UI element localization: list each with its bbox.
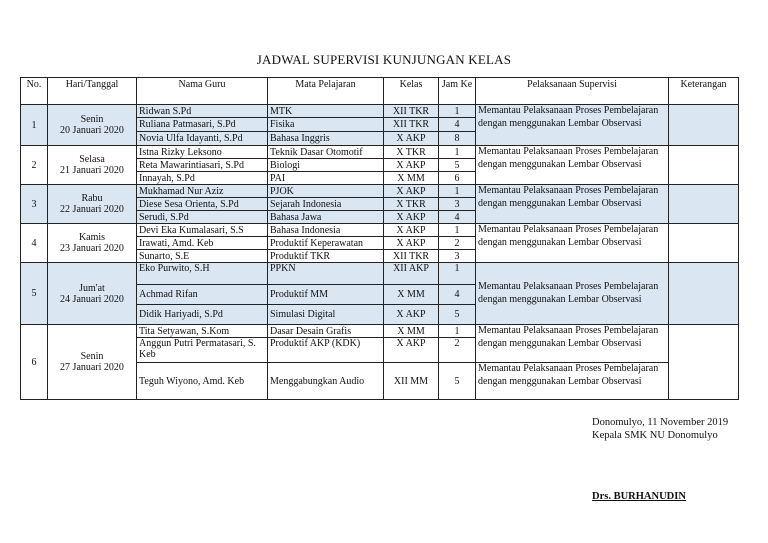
day-name: Kamis bbox=[78, 232, 106, 243]
cell-kelas: X AKP bbox=[384, 159, 439, 172]
day-date: 23 Januari 2020 bbox=[60, 243, 124, 254]
cell-pelaksanaan: Memantau Pelaksanaan Proses Pembelajaran dengan menggunakan Lembar Observasi bbox=[476, 263, 669, 325]
cell-keterangan bbox=[669, 263, 739, 325]
cell-guru: Innayah, S.Pd bbox=[137, 172, 268, 185]
cell-mapel: PAI bbox=[268, 172, 384, 185]
cell-pelaksanaan: Memantau Pelaksanaan Proses Pembelajaran dengan menggunakan Lembar Observasi bbox=[476, 105, 669, 146]
table-row bbox=[21, 185, 739, 198]
cell-kelas: X TKR bbox=[384, 146, 439, 159]
signature-block bbox=[592, 416, 728, 442]
cell-mapel: Produktif Keperawatan bbox=[268, 237, 384, 250]
cell-hari bbox=[48, 325, 137, 400]
cell-kelas: X MM bbox=[384, 325, 439, 338]
cell-mapel: Teknik Dasar Otomotif bbox=[268, 146, 384, 159]
day-date: 21 Januari 2020 bbox=[60, 165, 124, 176]
header-pelaksanaan: Pelaksanaan Supervisi bbox=[476, 78, 669, 105]
cell-mapel: Produktif TKR bbox=[268, 250, 384, 263]
cell-jam: 1 bbox=[439, 325, 476, 338]
cell-guru: Ridwan S.Pd bbox=[137, 105, 268, 118]
cell-hari bbox=[48, 105, 137, 146]
signature-position: Kepala SMK NU Donomulyo bbox=[592, 430, 718, 441]
cell-jam: 4 bbox=[439, 211, 476, 224]
cell-keterangan bbox=[669, 105, 739, 146]
cell-jam: 4 bbox=[439, 118, 476, 132]
cell-guru: Serudi, S.Pd bbox=[137, 211, 268, 224]
day-name: Selasa bbox=[79, 154, 105, 165]
cell-hari bbox=[48, 146, 137, 185]
day-name: Senin bbox=[80, 351, 104, 362]
cell-mapel: PPKN bbox=[268, 263, 384, 285]
cell-hari bbox=[48, 263, 137, 325]
cell-jam: 1 bbox=[439, 105, 476, 118]
cell-mapel: Bahasa Inggris bbox=[268, 132, 384, 146]
header-guru: Nama Guru bbox=[137, 78, 268, 105]
cell-guru: Teguh Wiyono, Amd. Keb bbox=[137, 363, 268, 400]
cell-jam: 1 bbox=[439, 146, 476, 159]
cell-guru: Sunarto, S.E bbox=[137, 250, 268, 263]
cell-hari bbox=[48, 224, 137, 263]
day-date: 27 Januari 2020 bbox=[60, 362, 124, 373]
table-row bbox=[21, 224, 739, 237]
cell-guru: Mukhamad Nur Aziz bbox=[137, 185, 268, 198]
cell-guru: Eko Purwito, S.H bbox=[137, 263, 268, 285]
header-jam: Jam Ke bbox=[439, 78, 476, 105]
cell-kelas: X AKP bbox=[384, 211, 439, 224]
day-date: 20 Januari 2020 bbox=[60, 125, 124, 136]
cell-guru: Novia Ulfa Idayanti, S.Pd bbox=[137, 132, 268, 146]
cell-jam: 3 bbox=[439, 198, 476, 211]
table-header-row bbox=[21, 78, 739, 105]
cell-pelaksanaan: Memantau Pelaksanaan Proses Pembelajaran dengan menggunakan Lembar Observasi bbox=[476, 325, 669, 363]
cell-kelas: XII TKR bbox=[384, 105, 439, 118]
header-no: No. bbox=[21, 78, 48, 105]
day-name: Senin bbox=[80, 114, 104, 125]
cell-mapel: Menggabungkan Audio bbox=[268, 363, 384, 400]
cell-mapel: Bahasa Jawa bbox=[268, 211, 384, 224]
cell-guru: Diese Sesa Orienta, S.Pd bbox=[137, 198, 268, 211]
cell-kelas: X TKR bbox=[384, 198, 439, 211]
cell-pelaksanaan: Memantau Pelaksanaan Proses Pembelajaran dengan menggunakan Lembar Observasi bbox=[476, 363, 669, 400]
cell-pelaksanaan: Memantau Pelaksanaan Proses Pembelajaran dengan menggunakan Lembar Observasi bbox=[476, 224, 669, 263]
cell-jam: 4 bbox=[439, 285, 476, 305]
table-row bbox=[21, 105, 739, 118]
cell-no: 5 bbox=[21, 263, 48, 325]
cell-guru: Reta Mawarintiasari, S.Pd bbox=[137, 159, 268, 172]
cell-jam: 1 bbox=[439, 263, 476, 285]
cell-no: 3 bbox=[21, 185, 48, 224]
cell-keterangan bbox=[669, 224, 739, 263]
cell-mapel: Sejarah Indonesia bbox=[268, 198, 384, 211]
signature-place-date: Donomulyo, 11 November 2019 bbox=[592, 417, 729, 428]
cell-no: 6 bbox=[21, 325, 48, 400]
table-row bbox=[21, 325, 739, 338]
cell-keterangan bbox=[669, 185, 739, 224]
signature-name: Drs. BURHANUDIN bbox=[592, 491, 686, 502]
cell-kelas: X AKP bbox=[384, 338, 439, 363]
cell-kelas: X MM bbox=[384, 285, 439, 305]
cell-jam: 6 bbox=[439, 172, 476, 185]
cell-guru: Anggun Putri Permatasari, S. Keb bbox=[137, 338, 268, 363]
cell-guru: Devi Eka Kumalasari, S.S bbox=[137, 224, 268, 237]
cell-kelas: X AKP bbox=[384, 185, 439, 198]
cell-hari bbox=[48, 185, 137, 224]
cell-guru: Istna Rizky Leksono bbox=[137, 146, 268, 159]
cell-jam: 5 bbox=[439, 159, 476, 172]
document-title: JADWAL SUPERVISI KUNJUNGAN KELAS bbox=[256, 52, 512, 67]
cell-no: 4 bbox=[21, 224, 48, 263]
cell-guru: Tita Setyawan, S.Kom bbox=[137, 325, 268, 338]
cell-jam: 5 bbox=[439, 305, 476, 325]
cell-kelas: X AKP bbox=[384, 305, 439, 325]
cell-jam: 1 bbox=[439, 185, 476, 198]
cell-kelas: XII MM bbox=[384, 363, 439, 400]
cell-mapel: Bahasa Indonesia bbox=[268, 224, 384, 237]
cell-keterangan bbox=[669, 325, 739, 400]
cell-mapel: Produktif AKP (KDK) bbox=[268, 338, 384, 363]
cell-mapel: Dasar Desain Grafis bbox=[268, 325, 384, 338]
cell-mapel: Biologi bbox=[268, 159, 384, 172]
header-keterangan: Keterangan bbox=[669, 78, 739, 105]
cell-jam: 3 bbox=[439, 250, 476, 263]
table-row bbox=[21, 263, 739, 285]
supervision-schedule-table bbox=[20, 77, 739, 400]
cell-kelas: X AKP bbox=[384, 224, 439, 237]
cell-kelas: X AKP bbox=[384, 237, 439, 250]
header-mapel: Mata Pelajaran bbox=[268, 78, 384, 105]
cell-keterangan bbox=[669, 146, 739, 185]
cell-guru: Achmad Rifan bbox=[137, 285, 268, 305]
cell-kelas: XII AKP bbox=[384, 263, 439, 285]
cell-guru: Didik Hariyadi, S.Pd bbox=[137, 305, 268, 325]
cell-mapel: Simulasi Digital bbox=[268, 305, 384, 325]
day-name: Rabu bbox=[81, 193, 103, 204]
cell-guru: Ruliana Patmasari, S.Pd bbox=[137, 118, 268, 132]
cell-mapel: Fisika bbox=[268, 118, 384, 132]
day-name: Jum'at bbox=[79, 282, 105, 294]
day-date: 24 Januari 2020 bbox=[60, 293, 124, 305]
cell-mapel: PJOK bbox=[268, 185, 384, 198]
cell-mapel: MTK bbox=[268, 105, 384, 118]
cell-jam: 1 bbox=[439, 224, 476, 237]
cell-kelas: X MM bbox=[384, 172, 439, 185]
cell-kelas: XII TKR bbox=[384, 118, 439, 132]
header-hari: Hari/Tanggal bbox=[48, 78, 137, 105]
header-kelas: Kelas bbox=[384, 78, 439, 105]
cell-jam: 2 bbox=[439, 338, 476, 363]
cell-jam: 8 bbox=[439, 132, 476, 146]
cell-pelaksanaan: Memantau Pelaksanaan Proses Pembelajaran dengan menggunakan Lembar Observasi bbox=[476, 185, 669, 224]
cell-kelas: X AKP bbox=[384, 132, 439, 146]
table-row bbox=[21, 146, 739, 159]
cell-guru: Irawati, Amd. Keb bbox=[137, 237, 268, 250]
cell-pelaksanaan: Memantau Pelaksanaan Proses Pembelajaran dengan menggunakan Lembar Observasi bbox=[476, 146, 669, 185]
cell-kelas: XII TKR bbox=[384, 250, 439, 263]
day-date: 22 Januari 2020 bbox=[60, 204, 124, 215]
cell-mapel: Produktif MM bbox=[268, 285, 384, 305]
cell-jam: 2 bbox=[439, 237, 476, 250]
cell-jam: 5 bbox=[439, 363, 476, 400]
cell-no: 1 bbox=[21, 105, 48, 146]
cell-no: 2 bbox=[21, 146, 48, 185]
